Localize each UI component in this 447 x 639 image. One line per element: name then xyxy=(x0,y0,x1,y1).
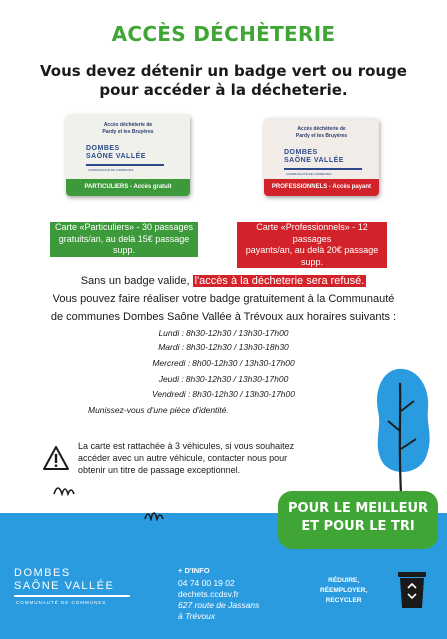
card-logo-divider xyxy=(86,164,164,166)
footer-logo-line-3: COMMUNAUTÉ DE COMMUNES xyxy=(16,600,107,605)
footer-logo-line-2: SAÔNE VALLÉE xyxy=(14,580,115,592)
schedule-day: Jeudi : xyxy=(158,374,184,384)
slogan-line-1: POUR LE MEILLEUR xyxy=(287,501,429,516)
recycle-motto xyxy=(320,576,367,606)
schedule-row xyxy=(0,358,447,369)
footer-logo-divider xyxy=(14,595,130,597)
schedule-row xyxy=(0,328,447,339)
card-logo-line-3: COMMUNAUTÉ DE COMMUNES xyxy=(286,172,332,176)
subtitle-line-1: Vous devez détenir un badge vert ou rouge xyxy=(40,62,407,80)
card-body xyxy=(66,114,190,179)
refusal-warning xyxy=(14,274,433,288)
refusal-highlight: l'accès à la décheterie sera refusé. xyxy=(194,275,365,287)
card-body xyxy=(264,118,379,179)
contact-address-line-1: 627 route de Jassans xyxy=(178,600,260,610)
schedule-day: Mardi : xyxy=(158,342,185,352)
info-line-1: Vous pouvez faire réaliser votre badge gratuitement à la Communauté xyxy=(52,293,395,305)
schedule-hours: 8h30-12h30 / 13h30-17h00 xyxy=(185,328,289,338)
card-header-line-1: Accès déchèterie de xyxy=(297,126,346,132)
notice-line-2: accéder avec un autre véhicule, contacter nous pour xyxy=(78,453,288,463)
info-line-2: de communes Dombes Saône Vallée à Trévoux aux horaires suivants : xyxy=(50,311,397,323)
info-label: + D'INFO xyxy=(178,566,210,575)
recycle-line-1: RÉDUIRE, xyxy=(328,577,360,584)
card-logo-divider xyxy=(284,168,362,170)
caption-particuliers xyxy=(50,222,198,257)
card-header xyxy=(264,126,379,140)
caption-line-2: payants/an, au delà 20€ passage supp. xyxy=(245,245,379,267)
caption-line-1: Carte «Particuliers» - 30 passages xyxy=(54,222,194,232)
badge-card-professionnels xyxy=(264,118,379,196)
schedule-row xyxy=(0,342,447,353)
notice-line-1: La carte est rattachée à 3 véhicules, si vous souhaitez xyxy=(78,441,295,451)
schedule-hours: 8h30-12h30 / 13h30-17h00 xyxy=(185,374,289,384)
grass-doodle-icon xyxy=(52,478,76,496)
schedule-row xyxy=(0,389,447,400)
schedule-hours: 8h30-12h30 / 13h30-17h00 xyxy=(192,389,295,399)
card-logo-line-1: DOMBES xyxy=(86,145,120,152)
card-logo-line-3: COMMUNAUTÉ DE COMMUNES xyxy=(88,168,134,172)
card-logo-line-2: SAÔNE VALLÉE xyxy=(284,157,344,164)
schedule-day: Vendredi : xyxy=(151,389,191,399)
contact-phone[interactable]: 04 74 00 19 02 xyxy=(178,578,235,588)
schedule-hours: 8h30-12h30 / 13h30-18h30 xyxy=(186,342,289,352)
subtitle-line-2: pour accéder à la décheterie. xyxy=(99,81,348,99)
slogan-badge xyxy=(278,491,438,549)
caption-line-1: Carte «Professionnels» - 12 passages xyxy=(256,222,368,244)
vehicle-notice xyxy=(78,440,358,476)
schedule-row xyxy=(0,374,447,385)
card-logo-line-1: DOMBES xyxy=(284,149,318,156)
refusal-prefix: Sans un badge valide, xyxy=(80,275,190,287)
schedule-hours: 8h00-12h30 / 13h30-17h00 xyxy=(192,358,295,368)
contact-website[interactable]: dechets.ccdsv.fr xyxy=(178,589,239,599)
card-bar-label: PROFESSIONNELS - Accès payant xyxy=(264,179,379,196)
warning-icon xyxy=(42,445,70,471)
page-title: ACCÈS DÉCHÈTERIE xyxy=(111,22,336,46)
schedule-day: Lundi : xyxy=(158,328,184,338)
recycle-line-3: RECYCLER xyxy=(325,597,362,604)
footer-logo-line-1: DOMBES xyxy=(14,567,71,579)
badge-card-particuliers xyxy=(66,114,190,196)
caption-professionnels xyxy=(237,222,387,268)
identity-note: Munissez-vous d'une pièce d'identité. xyxy=(88,405,229,415)
card-header xyxy=(66,122,190,136)
card-header-line-2: Pardy et les Bruyères xyxy=(102,129,154,135)
card-header-line-1: Accès déchèterie de xyxy=(103,122,153,128)
card-bar-label: PARTICULIERS - Accès gratuit xyxy=(66,179,190,196)
grass-doodle-icon xyxy=(143,505,165,521)
page-subtitle xyxy=(30,62,417,100)
recycle-line-2: RÉEMPLOYER, xyxy=(320,587,368,594)
caption-line-2: gratuits/an, au delà 15€ passage supp. xyxy=(58,233,190,255)
schedule-day: Mercredi : xyxy=(152,358,191,368)
card-logo-line-2: SAÔNE VALLÉE xyxy=(86,153,146,160)
notice-line-3: obtenir un titre de passage exceptionnel. xyxy=(78,465,241,475)
slogan-line-2: ET POUR LE TRI xyxy=(301,519,415,534)
recycle-bin-icon xyxy=(395,566,429,610)
card-header-line-2: Pardy et les Bruyères xyxy=(295,133,348,139)
contact-address-line-2: à Trévoux xyxy=(178,611,216,621)
